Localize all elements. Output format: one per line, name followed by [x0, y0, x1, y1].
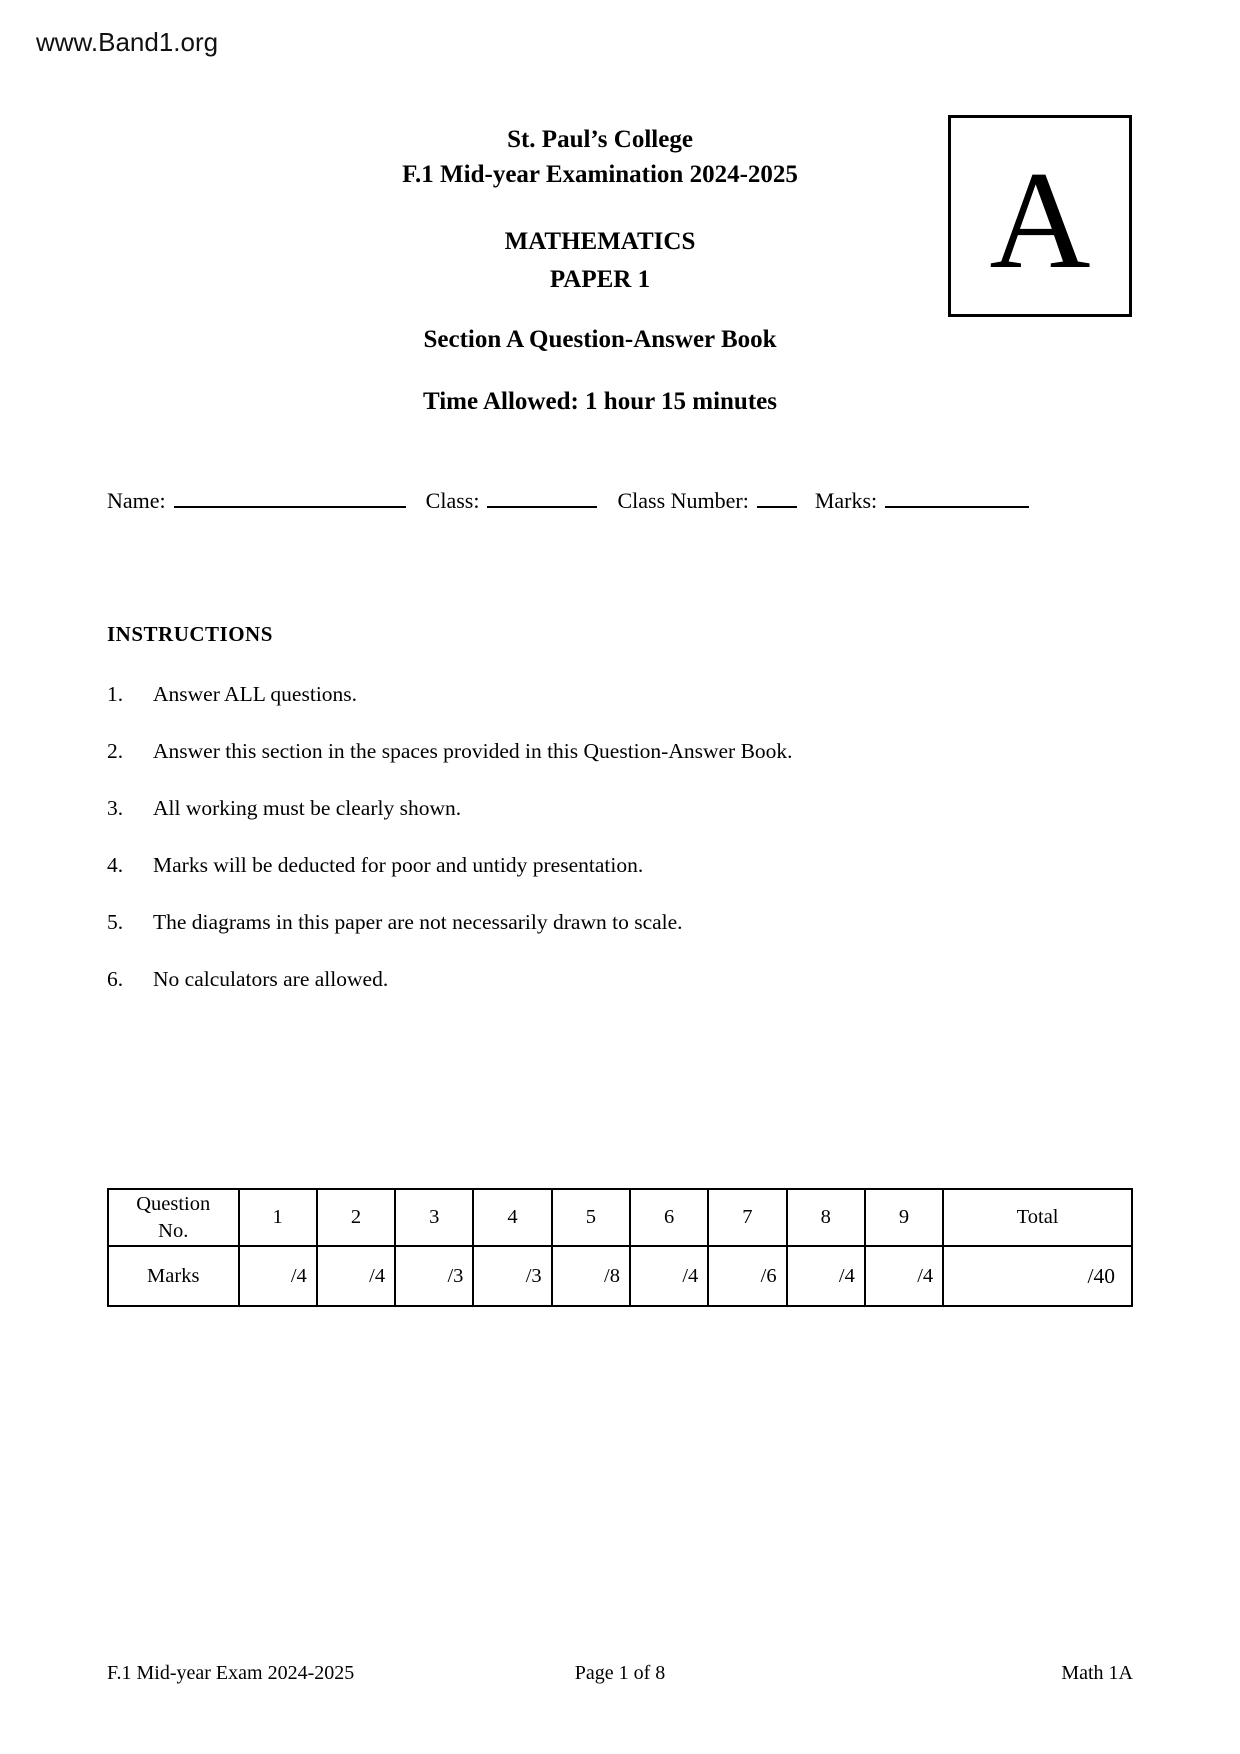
marks-label: Marks:: [814, 488, 878, 513]
instruction-text: Marks will be deducted for poor and untidy presentation.: [153, 853, 644, 877]
question-no-header-cell: Question No.: [108, 1189, 239, 1246]
question-number-cell: 4: [473, 1189, 551, 1246]
instruction-text: Answer this section in the spaces provided in this Question-Answer Book.: [153, 739, 793, 763]
question-number-cell: 2: [317, 1189, 395, 1246]
instructions-list: [107, 682, 1057, 1024]
mark-cell: /4: [865, 1246, 943, 1306]
paper-version-letter: A: [989, 143, 1091, 298]
footer-page-number: Page 1 of 8: [574, 1662, 666, 1684]
instruction-item: [107, 682, 1057, 706]
marks-row-label-cell: Marks: [108, 1246, 239, 1306]
class-number-label: Class Number:: [617, 488, 749, 513]
instruction-number: 3.: [107, 796, 124, 820]
subject-title: MATHEMATICS: [504, 228, 696, 255]
instruction-number: 1.: [107, 682, 124, 706]
name-label: Name:: [107, 488, 166, 513]
instruction-number: 2.: [107, 739, 124, 763]
mark-cell: /6: [708, 1246, 786, 1306]
mark-cell: /3: [395, 1246, 473, 1306]
mark-cell: /4: [630, 1246, 708, 1306]
question-number-cell: 3: [395, 1189, 473, 1246]
instruction-item: [107, 796, 1057, 820]
instruction-item: [107, 853, 1057, 877]
question-number-cell: 8: [787, 1189, 865, 1246]
instruction-number: 5.: [107, 910, 124, 934]
mark-cell: /3: [473, 1246, 551, 1306]
marks-field-line: [885, 504, 1029, 508]
mark-cell: /4: [239, 1246, 317, 1306]
instruction-text: The diagrams in this paper are not necessarily drawn to scale.: [153, 910, 683, 934]
instruction-item: [107, 967, 1057, 991]
instruction-item: [107, 910, 1057, 934]
exam-title: F.1 Mid-year Examination 2024-2025: [402, 161, 798, 188]
instruction-number: 6.: [107, 967, 124, 991]
site-watermark: www.Band1.org: [36, 27, 219, 57]
instruction-text: Answer ALL questions.: [153, 682, 358, 706]
table-row-question-numbers: [108, 1189, 1132, 1246]
question-number-cell: 7: [708, 1189, 786, 1246]
total-mark-cell: /40: [943, 1246, 1132, 1306]
instruction-text: All working must be clearly shown.: [153, 796, 462, 820]
student-info-row: [107, 488, 1133, 514]
name-field-line: [174, 504, 406, 508]
instructions-heading: INSTRUCTIONS: [107, 622, 273, 646]
question-number-cell: 6: [630, 1189, 708, 1246]
mark-cell: /4: [317, 1246, 395, 1306]
instruction-number: 4.: [107, 853, 124, 877]
marks-summary-table: [107, 1188, 1133, 1307]
paper-title: PAPER 1: [549, 266, 651, 293]
question-number-cell: 9: [865, 1189, 943, 1246]
school-name: St. Paul’s College: [507, 126, 693, 153]
question-number-cell: 1: [239, 1189, 317, 1246]
mark-cell: /8: [552, 1246, 630, 1306]
instruction-text: No calculators are allowed.: [153, 967, 389, 991]
section-title: Section A Question-Answer Book: [423, 326, 777, 353]
instruction-item: [107, 739, 1057, 763]
class-field-line: [487, 504, 597, 508]
mark-cell: /4: [787, 1246, 865, 1306]
paper-version-box: [948, 115, 1132, 317]
class-number-field-line: [757, 504, 797, 508]
total-header-cell: Total: [943, 1189, 1132, 1246]
footer-paper-code: Math 1A: [1061, 1662, 1133, 1684]
question-number-cell: 5: [552, 1189, 630, 1246]
time-allowed: Time Allowed: 1 hour 15 minutes: [423, 388, 777, 415]
footer-exam-name: F.1 Mid-year Exam 2024-2025: [107, 1662, 355, 1684]
class-label: Class:: [425, 488, 480, 513]
table-row-marks: [108, 1246, 1132, 1306]
